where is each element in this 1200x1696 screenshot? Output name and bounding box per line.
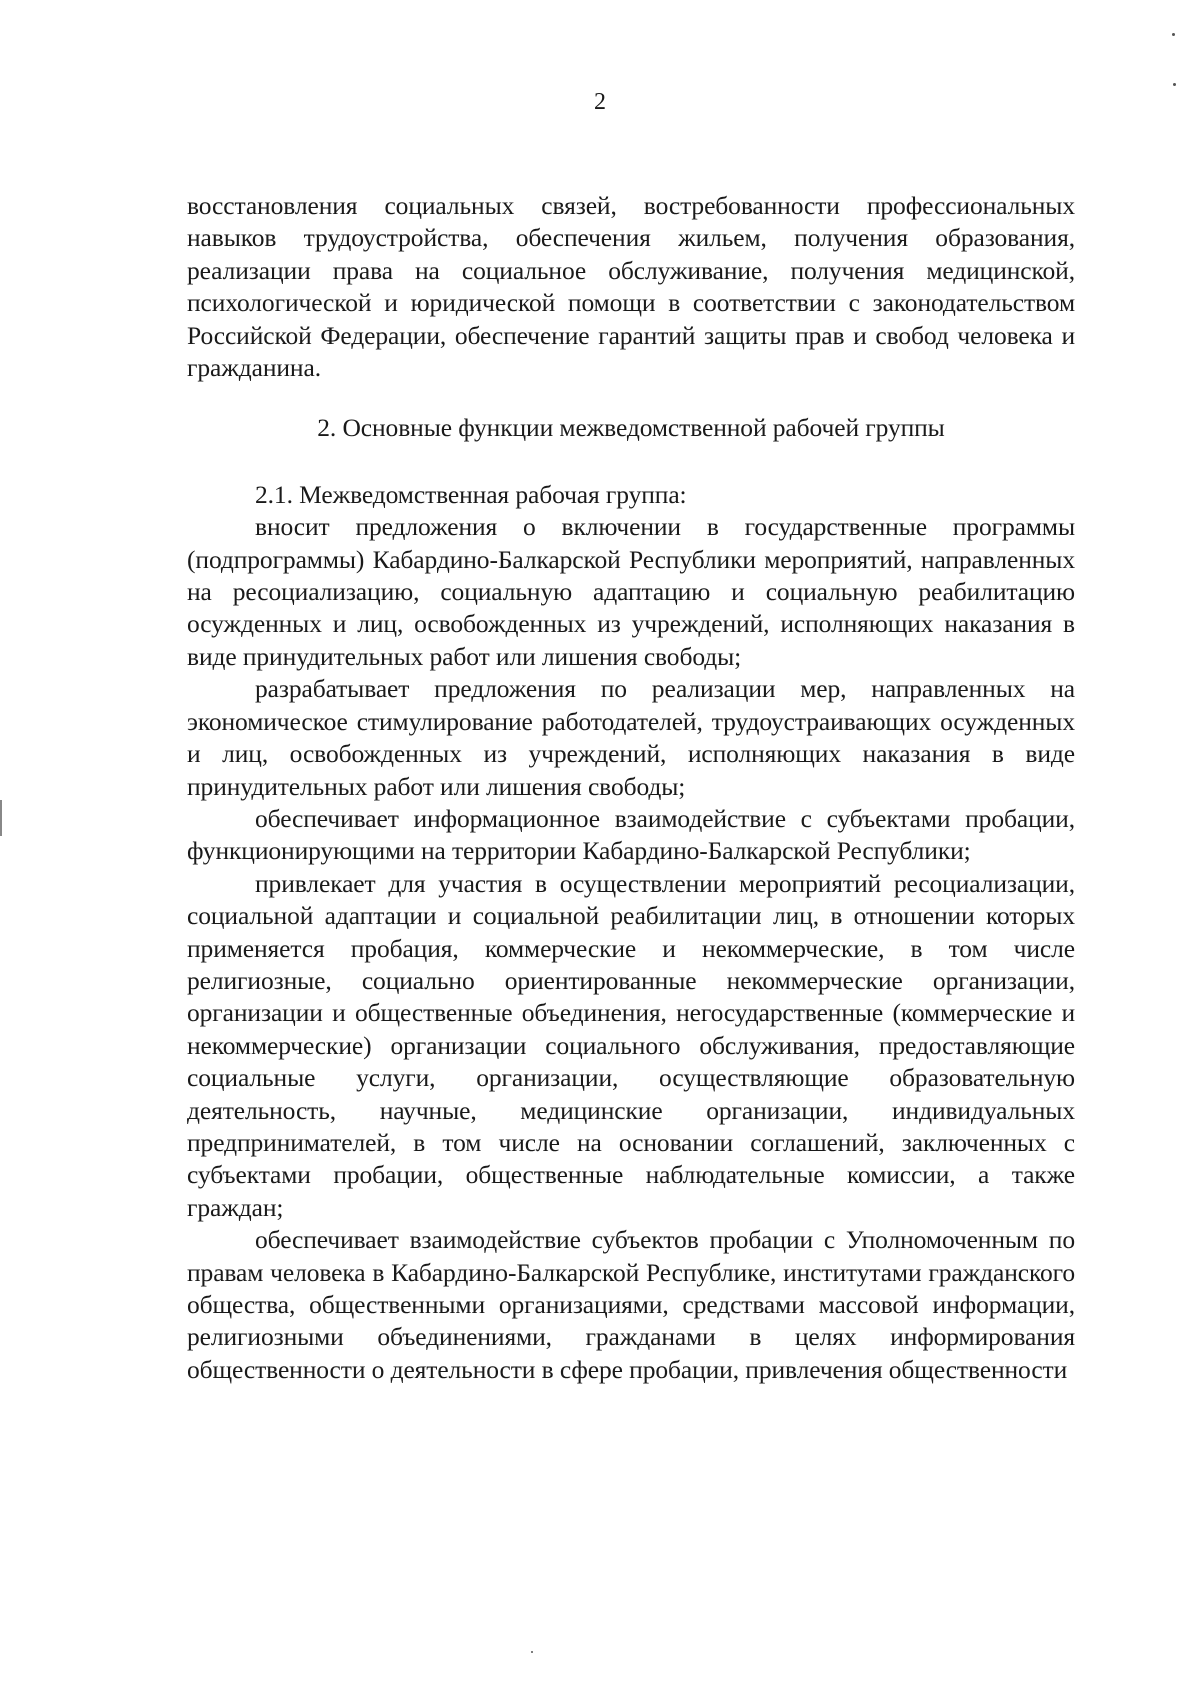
intro-paragraph: восстановления социальных связей, востребованности профессиональных навыков трудоустройства, обеспечения жильем, получения образования, реализации права на социальное обслуживание, получения медицинской, психологической и юридической помощи в соответствии с законодательством Российской Федерации, обеспечение гарантий защиты прав и свобод человека и гражданина. <box>187 191 1075 383</box>
scan-speck <box>1173 83 1176 86</box>
list-item: обеспечивает информационное взаимодействие с субъектами пробации, функционирующими на территории Кабардино-Балкарской Республики; <box>187 803 1075 866</box>
scan-edge-mark <box>0 800 2 836</box>
list-item: привлекает для участия в осуществлении мероприятий ресоциализации, социальной адаптации и социальной реабилитации лиц, в отношении которых применяется пробация, коммерческие и некоммерческие, в том числе религиозные, социально ориентированные некоммерческие организации, организации и общественные объединения, негосударственные (коммерческие и некоммерческие) организации социального обслуживания, предоставляющие социальные услуги, организации, осуществляющие образовательную деятельность, научные, медицинские организации, индивидуальных предпринимателей, в том числе на основании соглашений, заключенных с субъектами пробации, общественные наблюдательные комиссии, а также граждан; <box>187 868 1075 1222</box>
list-item: вносит предложения о включении в государственные программы (подпрограммы) Кабардино-Балкарской Республики мероприятий, направленных на ресоциализацию, социальную адаптацию и социальную реабилитацию осужденных и лиц, освобожденных из учреждений, исполняющих наказания в виде принудительных работ или лишения свободы; <box>187 512 1075 671</box>
document-body <box>187 190 1075 1386</box>
page-number: 2 <box>594 89 606 115</box>
list-item: обеспечивает взаимодействие субъектов пробации с Уполномоченным по правам человека в Кабардино-Балкарской Республике, институтами гражданского общества, общественными организациями, средствами массовой информации, религиозными объединениями, гражданами в целях информирования общественности о деятельности в сфере пробации, привлечения общественности <box>187 1225 1075 1384</box>
subsection-heading: 2.1. Межведомственная рабочая группа: <box>255 479 687 509</box>
scan-speck <box>1172 33 1175 36</box>
section-heading: 2. Основные функции межведомственной рабочей группы <box>317 413 945 443</box>
scan-speck <box>531 1651 533 1653</box>
list-item: разрабатывает предложения по реализации мер, направленных на экономическое стимулирование работодателей, трудоустраивающих осужденных и лиц, освобожденных из учреждений, исполняющих наказания в виде принудительных работ или лишения свободы; <box>187 674 1075 801</box>
